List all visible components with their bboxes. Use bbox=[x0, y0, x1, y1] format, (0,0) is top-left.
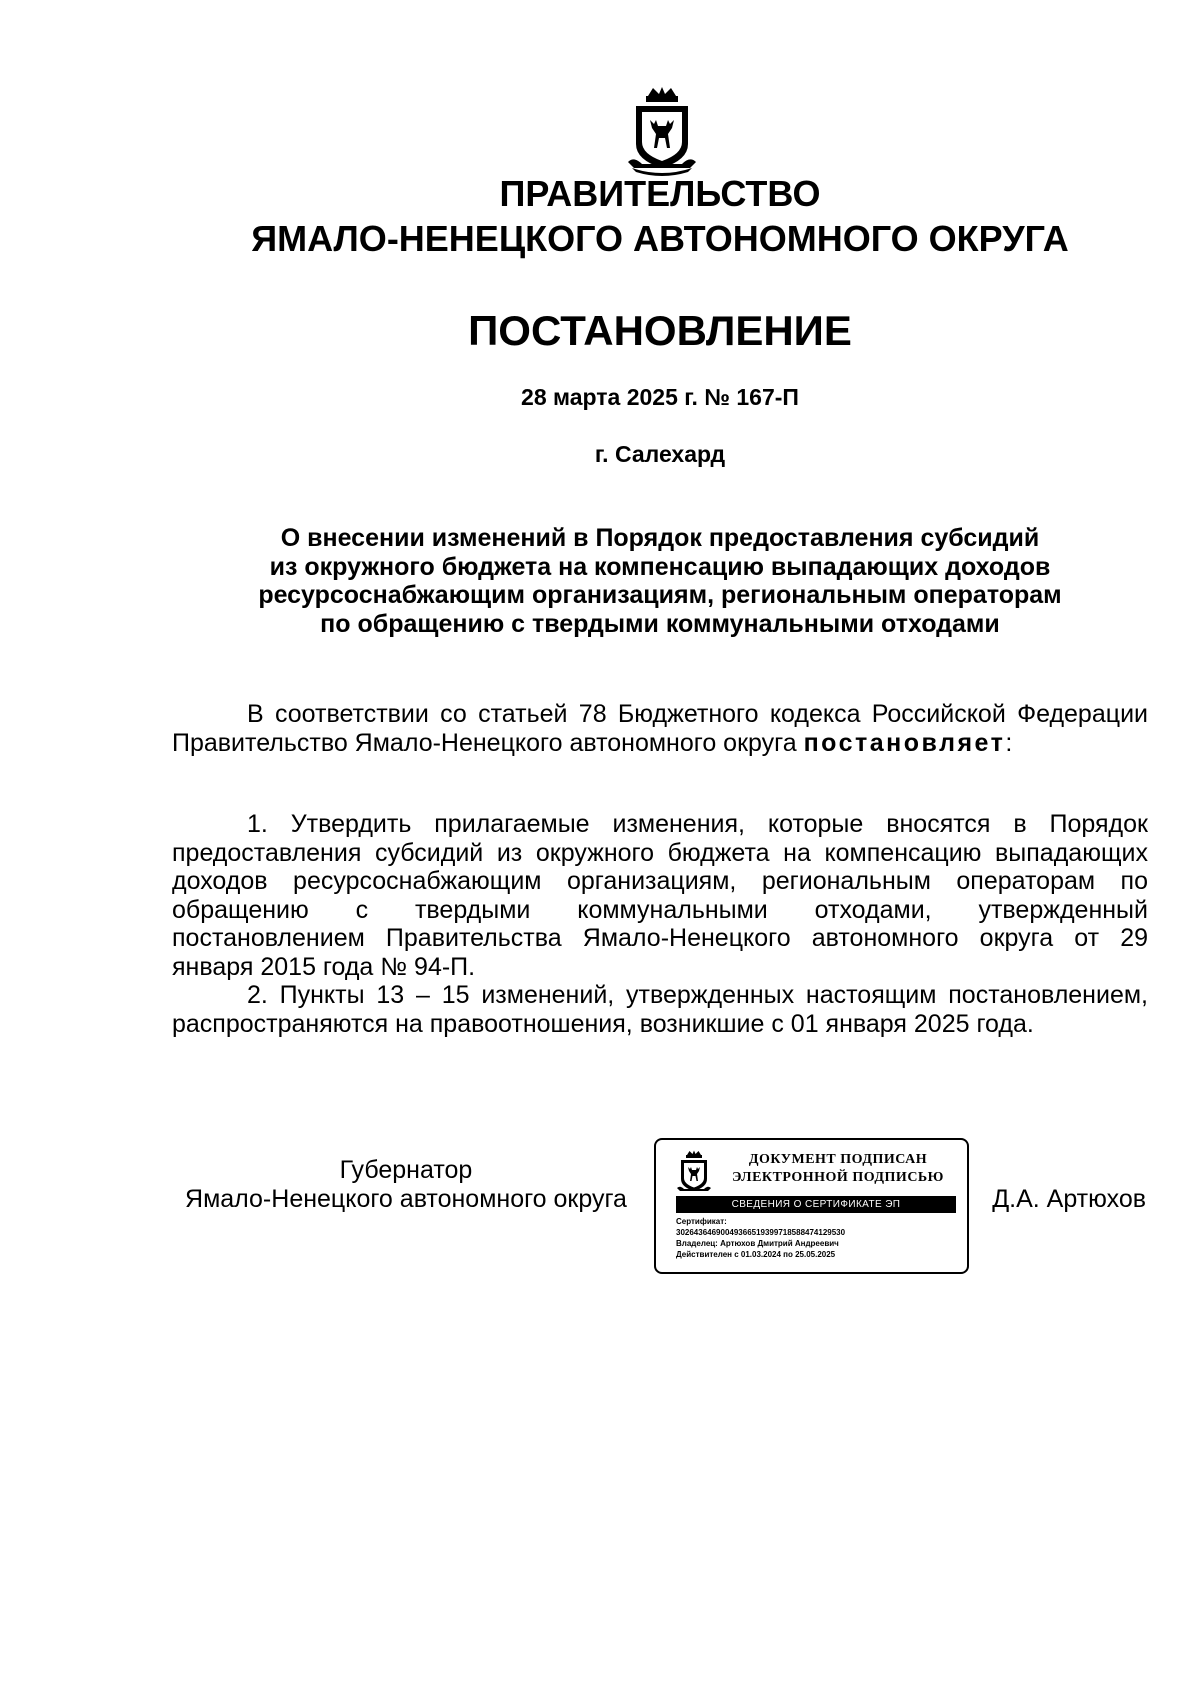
government-title-line2: ЯМАЛО-НЕНЕЦКОГО АВТОНОМНОГО ОКРУГА bbox=[251, 218, 1069, 259]
signatory-position bbox=[172, 1156, 640, 1214]
signatory-position-line1: Губернатор bbox=[339, 1156, 473, 1184]
item-1-text: 1. Утвердить прилагаемые изменения, которые вносятся в Порядок предоставления субсидий из окружного бюджета на компенсацию выпадающих доходов ресурсоснабжающим организациям, региональным операторам по обращению с твердыми коммунальными отходами, утвержденный постановлением Правительства Ямало-Ненецкого автономного округа от 29 января 2015 года № 94-П. bbox=[172, 810, 1148, 981]
subject-line: ресурсоснабжающим организациям, региональным операторам bbox=[258, 581, 1062, 609]
electronic-signature-stamp bbox=[654, 1138, 969, 1274]
decree-city: г. Салехард bbox=[594, 441, 726, 467]
subject-line: О внесении изменений в Порядок предоставления субсидий bbox=[280, 524, 1040, 552]
stamp-cert-number: 30264364690049366519399718588474129530 bbox=[676, 1228, 846, 1237]
stamp-title-line2: ЭЛЕКТРОННОЙ ПОДПИСЬЮ bbox=[732, 1170, 944, 1185]
signatory-name: Д.А. Артюхов bbox=[992, 1185, 1146, 1213]
preamble-text: В соответствии со статьей 78 Бюджетного кодекса Российской Федерации Правительство Ямало-Ненецкого автономного округа bbox=[172, 700, 1148, 757]
document-type-title: ПОСТАНОВЛЕНИЕ bbox=[468, 307, 852, 354]
preamble-paragraph bbox=[172, 700, 1148, 757]
preamble-verb: постановляет bbox=[803, 728, 1006, 757]
yamal-coat-of-arms-icon bbox=[626, 86, 698, 178]
decree-subject bbox=[200, 524, 1120, 638]
item-2-paragraph bbox=[172, 981, 1148, 1038]
subject-line: из окружного бюджета на компенсацию выпадающих доходов bbox=[269, 552, 1051, 581]
decree-date-number: 28 марта 2025 г. № 167-П bbox=[521, 384, 799, 410]
item-1-paragraph bbox=[172, 810, 1148, 982]
preamble-colon: : bbox=[1005, 728, 1013, 757]
stamp-title-line1: ДОКУМЕНТ ПОДПИСАН bbox=[748, 1152, 928, 1167]
subject-line: по обращению с твердыми коммунальными отходами bbox=[320, 609, 1000, 638]
stamp-validity: Действителен с 01.03.2024 по 25.05.2025 bbox=[676, 1250, 836, 1259]
stamp-owner: Владелец: Артюхов Дмитрий Андреевич bbox=[676, 1239, 839, 1248]
stamp-certificate-bar: СВЕДЕНИЯ О СЕРТИФИКАТЕ ЭП bbox=[676, 1196, 956, 1213]
signatory-position-line2: Ямало-Ненецкого автономного округа bbox=[185, 1185, 627, 1213]
government-title-line1: ПРАВИТЕЛЬСТВО bbox=[499, 173, 821, 214]
stamp-coat-of-arms-icon bbox=[676, 1150, 712, 1196]
item-2-text: 2. Пункты 13 – 15 изменений, утвержденных настоящим постановлением, распространяются на правоотношения, возникшие с 01 января 2025 года. bbox=[172, 981, 1148, 1038]
stamp-cert-label: Сертификат: bbox=[676, 1217, 727, 1226]
